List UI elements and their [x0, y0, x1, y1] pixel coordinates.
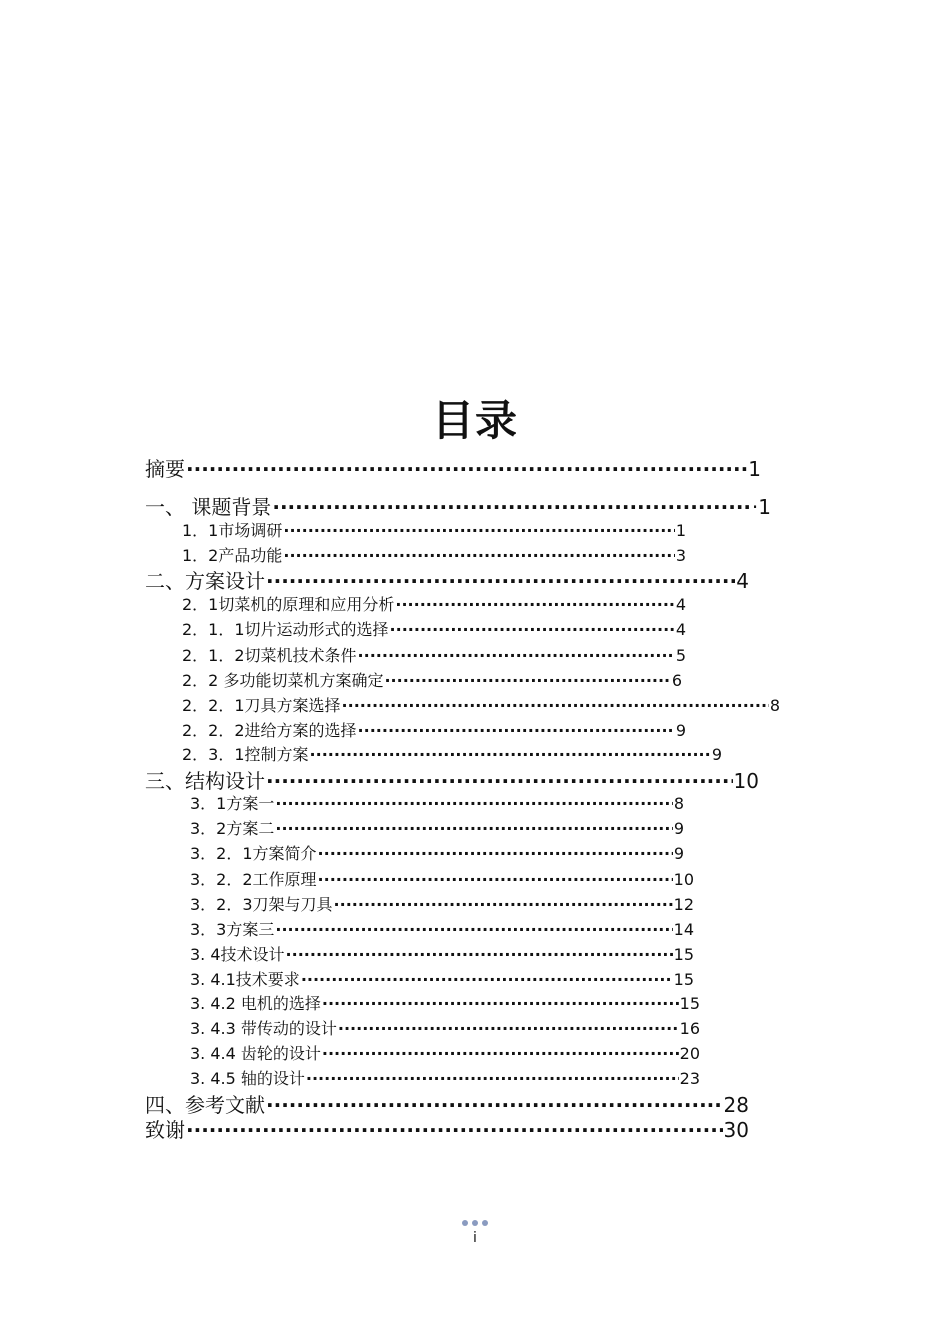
- toc-entry-2-3-1[interactable]: [182, 744, 722, 766]
- toc-entry-page: 15: [673, 945, 694, 964]
- toc-entry-page: 14: [673, 920, 694, 939]
- toc-dot-leader: [358, 720, 675, 742]
- toc-entry-page: 15: [673, 970, 694, 989]
- toc-entry-2-1[interactable]: [182, 594, 686, 616]
- toc-entry-2-2[interactable]: [182, 670, 682, 692]
- toc-entry-label: 3. 4.2 电机的选择: [190, 994, 321, 1013]
- toc-entry-page: 8: [769, 696, 780, 715]
- toc-dot-leader: [310, 744, 711, 766]
- toc-entry-page: 9: [711, 745, 722, 764]
- toc-entry-label: 1．2产品功能: [182, 546, 283, 565]
- toc-dot-leader: [338, 1018, 679, 1040]
- toc-dot-leader: [301, 969, 673, 991]
- toc-entry-3-2-3[interactable]: [190, 894, 694, 916]
- page-title: 目录: [431, 396, 518, 445]
- toc-entry-3-4-1[interactable]: [190, 969, 694, 991]
- toc-dot-leader: [286, 944, 673, 966]
- toc-entry-2-1-2[interactable]: [182, 645, 686, 667]
- toc-entry-page: 3: [675, 546, 686, 565]
- toc-entry-page: 4: [736, 569, 749, 593]
- toc-entry-chapter-3[interactable]: [145, 768, 759, 794]
- toc-dot-leader: [358, 645, 675, 667]
- toc-entry-label: 3. 4技术设计: [190, 945, 285, 964]
- toc-entry-page: ·1: [751, 495, 771, 519]
- toc-entry-label: 二、方案设计: [145, 569, 265, 593]
- toc-entry-3-4-3[interactable]: [190, 1018, 700, 1040]
- toc-dot-leader: [283, 520, 674, 542]
- toc-dot-leader: [266, 768, 733, 794]
- toc-entry-page: 5: [675, 646, 686, 665]
- toc-entry-2-2-2[interactable]: [182, 720, 686, 742]
- toc-entry-3-2-1[interactable]: [190, 843, 684, 865]
- toc-entry-label: 3．3方案三: [190, 920, 275, 939]
- toc-entry-page: 28: [723, 1093, 749, 1117]
- toc-entry-label: 3．2．1方案简介: [190, 844, 317, 863]
- toc-entry-page: 9: [673, 819, 684, 838]
- toc-entry-3-4-2[interactable]: [190, 993, 700, 1015]
- toc-entry-label: 2．1．2切菜机技术条件: [182, 646, 357, 665]
- toc-entry-label: 3. 4.4 齿轮的设计: [190, 1044, 321, 1063]
- toc-entry-page: 12: [673, 895, 694, 914]
- toc-entry-label: 四、参考文献: [145, 1093, 265, 1117]
- toc-entry-page: 9: [673, 844, 684, 863]
- toc-entry-page: 9: [675, 721, 686, 740]
- toc-dot-leader: [318, 843, 673, 865]
- toc-dot-leader: [283, 545, 674, 567]
- footer-dots-ornament: [0, 1216, 950, 1226]
- toc-dot-leader: [266, 568, 735, 594]
- toc-entry-chapter-1[interactable]: [145, 494, 771, 520]
- toc-dot-leader: [266, 1092, 723, 1118]
- toc-dot-leader: [395, 594, 674, 616]
- toc-entry-3-1[interactable]: [190, 793, 684, 815]
- toc-dot-leader: [306, 1068, 679, 1090]
- toc-dot-leader: [275, 919, 672, 941]
- toc-entry-3-4-4[interactable]: [190, 1043, 700, 1065]
- toc-dot-leader: [334, 894, 673, 916]
- toc-entry-page: 1: [748, 457, 761, 481]
- toc-dot-leader: [275, 818, 672, 840]
- toc-entry-page: 16: [679, 1019, 700, 1038]
- toc-entry-label: 3. 4.1技术要求: [190, 970, 300, 989]
- toc-entry-page: 10: [673, 870, 694, 889]
- toc-entry-page: 15: [679, 994, 700, 1013]
- toc-entry-chapter-2[interactable]: [145, 568, 749, 594]
- toc-entry-chapter-4[interactable]: [145, 1092, 749, 1118]
- toc-entry-3-3[interactable]: [190, 919, 694, 941]
- toc-entry-2-1-1[interactable]: [182, 619, 686, 641]
- toc-entry-label: 1．1市场调研: [182, 521, 283, 540]
- toc-dot-leader: [322, 1043, 679, 1065]
- toc-entry-3-4-5[interactable]: [190, 1068, 700, 1090]
- toc-entry-label: 三、结构设计: [145, 769, 265, 793]
- toc-entry-page: 6: [671, 671, 682, 690]
- toc-dot-leader: [186, 456, 747, 482]
- toc-entry-page: 20: [679, 1044, 700, 1063]
- toc-entry-3-4[interactable]: [190, 944, 694, 966]
- toc-entry-page: 4: [675, 620, 686, 639]
- toc-entry-page: 8: [673, 794, 684, 813]
- toc-entry-3-2[interactable]: [190, 818, 684, 840]
- toc-entry-label: 2．3．1控制方案: [182, 745, 309, 764]
- page-footer: [0, 1216, 950, 1248]
- toc-entry-label: 一、 课题背景: [145, 495, 272, 519]
- toc-entry-label: 2．2 多功能切菜机方案确定: [182, 671, 384, 690]
- toc-entry-label: 2．1切菜机的原理和应用分析: [182, 595, 395, 614]
- toc-entry-label: 致谢: [145, 1118, 185, 1142]
- toc-entry-label: 3．2．3刀架与刀具: [190, 895, 333, 914]
- toc-entry-label: 3．2方案二: [190, 819, 275, 838]
- toc-entry-3-2-2[interactable]: [190, 869, 694, 891]
- toc-entry-label: 2．2．2进给方案的选择: [182, 721, 357, 740]
- toc-entry-page: 1: [675, 521, 686, 540]
- toc-entry-label: 摘要: [145, 457, 185, 481]
- toc-entry-page: 10: [733, 769, 759, 793]
- footer-page-number: i: [473, 1230, 477, 1246]
- toc-entry-page: 30: [723, 1118, 749, 1142]
- toc-dot-leader: [342, 695, 769, 717]
- toc-dot-leader: [390, 619, 675, 641]
- toc-entry-2-2-1[interactable]: [182, 695, 780, 717]
- toc-entry-1-1[interactable]: [182, 520, 686, 542]
- toc-dot-leader: [275, 793, 672, 815]
- toc-entry-label: 3. 4.5 轴的设计: [190, 1069, 305, 1088]
- toc-entry-label: 2．1．1切片运动形式的选择: [182, 620, 389, 639]
- toc-entry-label: 3. 4.3 带传动的设计: [190, 1019, 337, 1038]
- toc-entry-1-2[interactable]: [182, 545, 686, 567]
- toc-dot-leader: [318, 869, 673, 891]
- toc-dot-leader: [384, 670, 670, 692]
- toc-entry-page: 23: [679, 1069, 700, 1088]
- toc-entry-acknowledgements[interactable]: [145, 1117, 749, 1143]
- toc-dot-leader: [186, 1117, 723, 1143]
- toc-dot-leader: [272, 494, 751, 520]
- toc-dot-leader: [322, 993, 679, 1015]
- toc-entry-abstract[interactable]: [145, 456, 761, 482]
- toc-entry-label: 3．2．2工作原理: [190, 870, 317, 889]
- toc-entry-label: 2．2．1刀具方案选择: [182, 696, 341, 715]
- toc-entry-page: 4: [675, 595, 686, 614]
- toc-entry-label: 3．1方案一: [190, 794, 275, 813]
